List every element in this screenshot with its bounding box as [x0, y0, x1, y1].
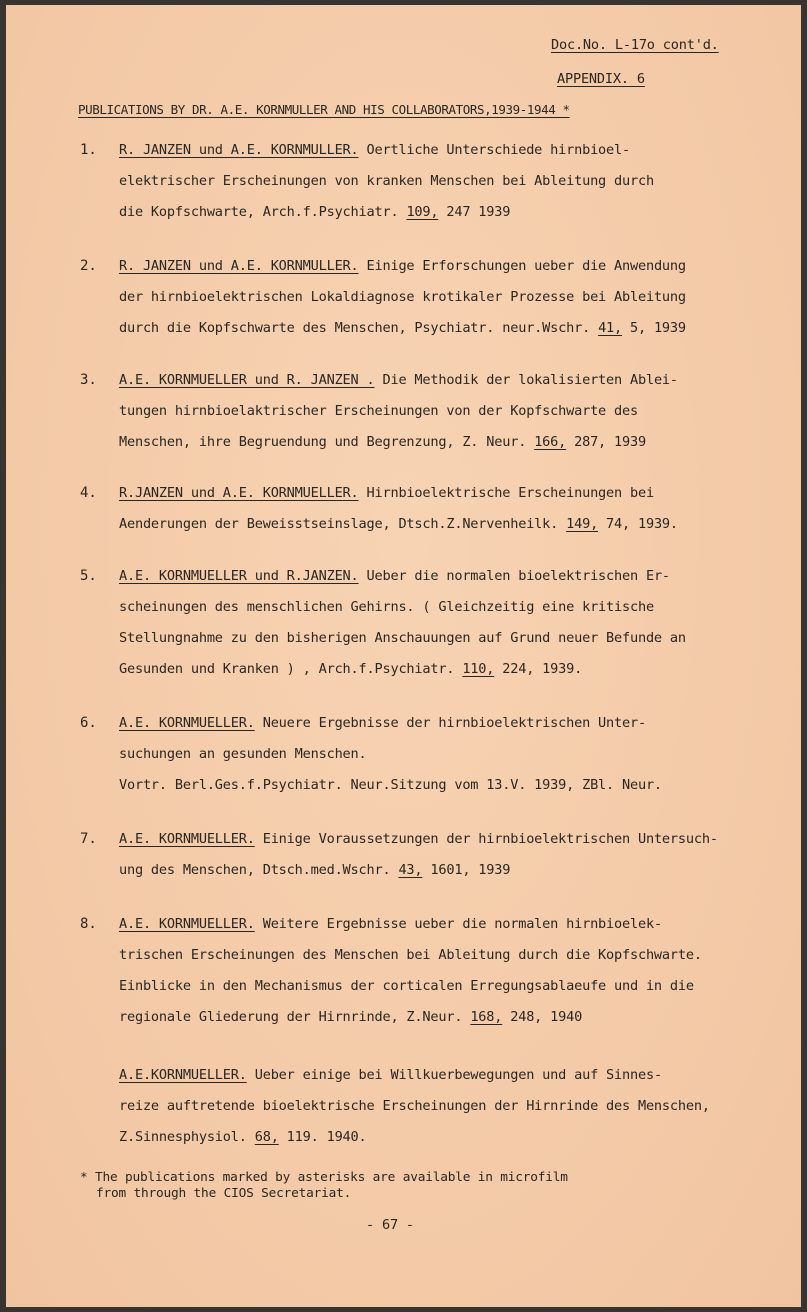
entry-line: A.E.KORNMUELLER. Ueber einige bei Willkuerbewegungen und auf Sinnes- [119, 1067, 662, 1083]
entry-authors: A.E. KORNMUELLER und R.JANZEN. [119, 568, 359, 584]
entry-line: A.E. KORNMUELLER. Einige Voraussetzungen der hirnbioelektrischen Untersuch- [119, 831, 718, 847]
entry-number: 6. [80, 715, 97, 731]
entry-volume: 166, [534, 434, 567, 450]
entry-line: durch die Kopfschwarte des Menschen, Psychiatr. neur.Wschr. 41, 5, 1939 [119, 320, 686, 336]
appendix-label: APPENDIX. 6 [557, 71, 645, 87]
document-reference: Doc.No. L-17o cont'd. [551, 37, 719, 53]
entry-line: A.E. KORNMUELLER. Neuere Ergebnisse der hirnbioelektrischen Unter- [119, 715, 646, 731]
entry-line: A.E. KORNMUELLER und R.JANZEN. Ueber die normalen bioelektrischen Er- [119, 568, 670, 584]
document-page [6, 5, 801, 1307]
entry-line: A.E. KORNMUELLER und R. JANZEN . Die Methodik der lokalisierten Ablei- [119, 372, 678, 388]
entry-number: 1. [80, 142, 97, 158]
footnote-line: * The publications marked by asterisks are available in microfilm [80, 1170, 568, 1185]
entry-line: reize auftretende bioelektrische Erscheinungen der Hirnrinde des Menschen, [119, 1098, 710, 1114]
entry-authors: A.E.KORNMUELLER. [119, 1067, 247, 1083]
entry-authors: R. JANZEN und A.E. KORNMULLER. [119, 258, 359, 274]
entry-line: Stellungnahme zu den bisherigen Anschauungen auf Grund neuer Befunde an [119, 630, 686, 646]
entry-line: Vortr. Berl.Ges.f.Psychiatr. Neur.Sitzung vom 13.V. 1939, ZBl. Neur. [119, 777, 662, 793]
entry-number: 7. [80, 831, 97, 847]
page-title: PUBLICATIONS BY DR. A.E. KORNMULLER AND HIS COLLABORATORS,1939-1944 * [78, 102, 570, 117]
entry-authors: A.E. KORNMUELLER. [119, 831, 255, 847]
entry-line: die Kopfschwarte, Arch.f.Psychiatr. 109, 247 1939 [119, 204, 511, 220]
entry-number: 4. [80, 485, 97, 501]
entry-number: 5. [80, 568, 97, 584]
entry-line: A.E. KORNMUELLER. Weitere Ergebnisse ueber die normalen hirnbioelek- [119, 916, 662, 932]
entry-volume: 41, [598, 320, 623, 336]
entry-line: suchungen an gesunden Menschen. [119, 746, 367, 762]
entry-line: R. JANZEN und A.E. KORNMULLER. Oertliche Unterschiede hirnbioel- [119, 142, 630, 158]
page-number: - 67 - [366, 1217, 414, 1233]
entry-line: regionale Gliederung der Hirnrinde, Z.Neur. 168, 248, 1940 [119, 1009, 583, 1025]
entry-line: elektrischer Erscheinungen von kranken Menschen bei Ableitung durch [119, 173, 654, 189]
entry-authors: R. JANZEN und A.E. KORNMULLER. [119, 142, 359, 158]
entry-line: tungen hirnbioelaktrischer Erscheinungen von der Kopfschwarte des [119, 403, 638, 419]
footnote-line: from through the CIOS Secretariat. [96, 1186, 352, 1201]
entry-authors: A.E. KORNMUELLER. [119, 916, 255, 932]
entry-line: Aenderungen der Beweisstseinslage, Dtsch.Z.Nervenheilk. 149, 74, 1939. [119, 516, 678, 532]
entry-line: der hirnbioelektrischen Lokaldiagnose krotikaler Prozesse bei Ableitung [119, 289, 686, 305]
entry-volume: 43, [398, 862, 423, 878]
entry-number: 2. [80, 258, 97, 274]
entry-number: 8. [80, 916, 97, 932]
entry-line: trischen Erscheinungen des Menschen bei Ableitung durch die Kopfschwarte. [119, 947, 702, 963]
entry-authors: A.E. KORNMUELLER. [119, 715, 255, 731]
entry-volume: 110, [462, 661, 495, 677]
entry-line: Gesunden und Kranken ) , Arch.f.Psychiatr. 110, 224, 1939. [119, 661, 583, 677]
entry-authors: R.JANZEN und A.E. KORNMUELLER. [119, 485, 359, 501]
entry-authors: A.E. KORNMUELLER und R. JANZEN . [119, 372, 375, 388]
entry-line: scheinungen des menschlichen Gehirns. ( Gleichzeitig eine kritische [119, 599, 654, 615]
entry-volume: 109, [406, 204, 439, 220]
entry-line: Menschen, ihre Begruendung und Begrenzung, Z. Neur. 166, 287, 1939 [119, 434, 646, 450]
entry-line: Einblicke in den Mechanismus der corticalen Erregungsablaeufe und in die [119, 978, 694, 994]
entry-volume: 68, [254, 1129, 279, 1145]
entry-volume: 149, [566, 516, 599, 532]
entry-line: ung des Menschen, Dtsch.med.Wschr. 43, 1601, 1939 [119, 862, 511, 878]
entry-volume: 168, [470, 1009, 503, 1025]
entry-line: R. JANZEN und A.E. KORNMULLER. Einige Erforschungen ueber die Anwendung [119, 258, 686, 274]
entry-line: Z.Sinnesphysiol. 68, 119. 1940. [119, 1129, 367, 1145]
entry-number: 3. [80, 372, 97, 388]
entry-line: R.JANZEN und A.E. KORNMUELLER. Hirnbioelektrische Erscheinungen bei [119, 485, 654, 501]
